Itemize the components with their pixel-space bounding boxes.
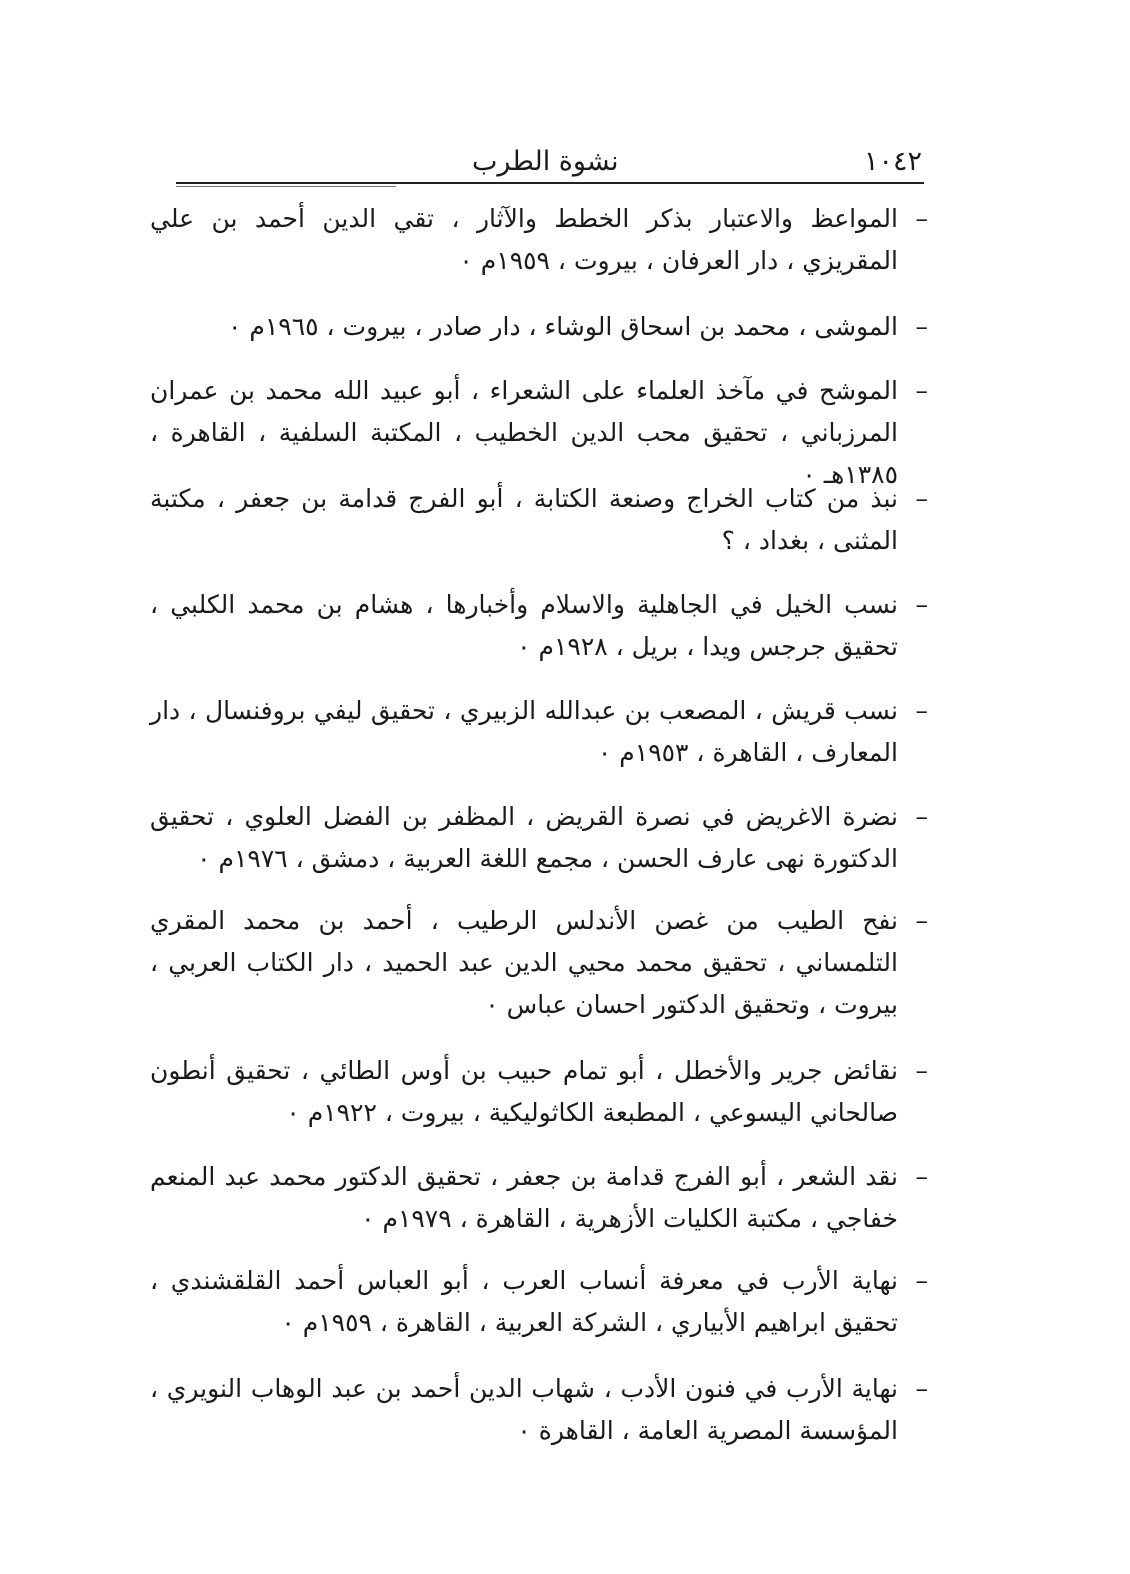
- bibliography-entry: [150, 1050, 928, 1134]
- bibliography-entry: [150, 584, 928, 668]
- bibliography-entry: [150, 1156, 928, 1240]
- entry-bullet: –: [915, 696, 928, 725]
- entry-text: نسب قريش ، المصعب بن عبدالله الزبيري ، تحقيق ليفي بروفنسال ، دار المعارف ، القاهرة ، ١٩٥٣م ٠: [150, 696, 898, 767]
- header-rule-thin: [176, 186, 396, 187]
- entry-text: نهاية الأرب في فنون الأدب ، شهاب الدين أحمد بن عبد الوهاب النويري ، المؤسسة المصرية العامة ، القاهرة ٠: [150, 1374, 898, 1445]
- entry-text: الموشح في مآخذ العلماء على الشعراء ، أبو عبيد الله محمد بن عمران المرزباني ، تحقيق محب الدين الخطيب ، المكتبة السلفية ، القاهرة ، ١٣٨٥هـ ٠: [150, 376, 898, 489]
- bibliography-entry: [150, 900, 928, 1026]
- entry-text: المواعظ والاعتبار بذكر الخطط والآثار ، تقي الدين أحمد بن علي المقريزي ، دار العرفان ، بيروت ، ١٩٥٩م ٠: [150, 204, 898, 275]
- entry-text: نقد الشعر ، أبو الفرج قدامة بن جعفر ، تحقيق الدكتور محمد عبد المنعم خفاجي ، مكتبة الكليات الأزهرية ، القاهرة ، ١٩٧٩م ٠: [150, 1162, 898, 1233]
- entry-bullet: –: [915, 1374, 928, 1403]
- entry-text: نسب الخيل في الجاهلية والاسلام وأخبارها ، هشام بن محمد الكلبي ، تحقيق جرجس ويدا ، بريل ، ١٩٢٨م ٠: [150, 590, 898, 661]
- entry-bullet: –: [915, 906, 928, 935]
- bibliography-entry: [150, 1368, 928, 1452]
- entry-text: نقائض جرير والأخطل ، أبو تمام حبيب بن أوس الطائي ، تحقيق أنطون صالحاني اليسوعي ، المطبعة الكاثوليكية ، بيروت ، ١٩٢٢م ٠: [150, 1056, 898, 1127]
- entry-bullet: –: [915, 590, 928, 619]
- entry-text: نضرة الاغريض في نصرة القريض ، المظفر بن الفضل العلوي ، تحقيق الدكتورة نهى عارف الحسن ، مجمع اللغة العربية ، دمشق ، ١٩٧٦م ٠: [150, 802, 898, 873]
- entry-text: نفح الطيب من غصن الأندلس الرطيب ، أحمد بن محمد المقري التلمساني ، تحقيق محمد محيي الدين عبد الحميد ، دار الكتاب العربي ، بيروت ، وتحقيق الدكتور احسان عباس ٠: [150, 906, 898, 1019]
- page-number: ١٠٤٢: [863, 146, 922, 177]
- entry-bullet: –: [915, 204, 928, 233]
- entry-text: الموشى ، محمد بن اسحاق الوشاء ، دار صادر ، بيروت ، ١٩٦٥م ٠: [228, 312, 898, 341]
- entry-bullet: –: [915, 312, 928, 341]
- bibliography-entry: [150, 478, 928, 562]
- running-title: نشوة الطرب: [472, 146, 619, 177]
- entry-text: نبذ من كتاب الخراج وصنعة الكتابة ، أبو الفرج قدامة بن جعفر ، مكتبة المثنى ، بغداد ، ؟: [150, 484, 898, 555]
- entry-text: نهاية الأرب في معرفة أنساب العرب ، أبو العباس أحمد القلقشندي ، تحقيق ابراهيم الأبياري ، الشركة العربية ، القاهرة ، ١٩٥٩م ٠: [150, 1266, 898, 1337]
- page-header: [176, 144, 924, 184]
- entry-bullet: –: [915, 376, 928, 405]
- entry-bullet: –: [915, 1162, 928, 1191]
- entry-bullet: –: [915, 1056, 928, 1085]
- header-rule: [176, 182, 924, 184]
- bibliography-entry: [150, 1260, 928, 1344]
- bibliography-entry: [150, 796, 928, 880]
- entry-bullet: –: [915, 802, 928, 831]
- entry-bullet: –: [915, 484, 928, 513]
- bibliography-entry: [150, 306, 928, 348]
- bibliography-entry: [150, 198, 928, 282]
- bibliography-entry: [150, 690, 928, 774]
- entry-bullet: –: [915, 1266, 928, 1295]
